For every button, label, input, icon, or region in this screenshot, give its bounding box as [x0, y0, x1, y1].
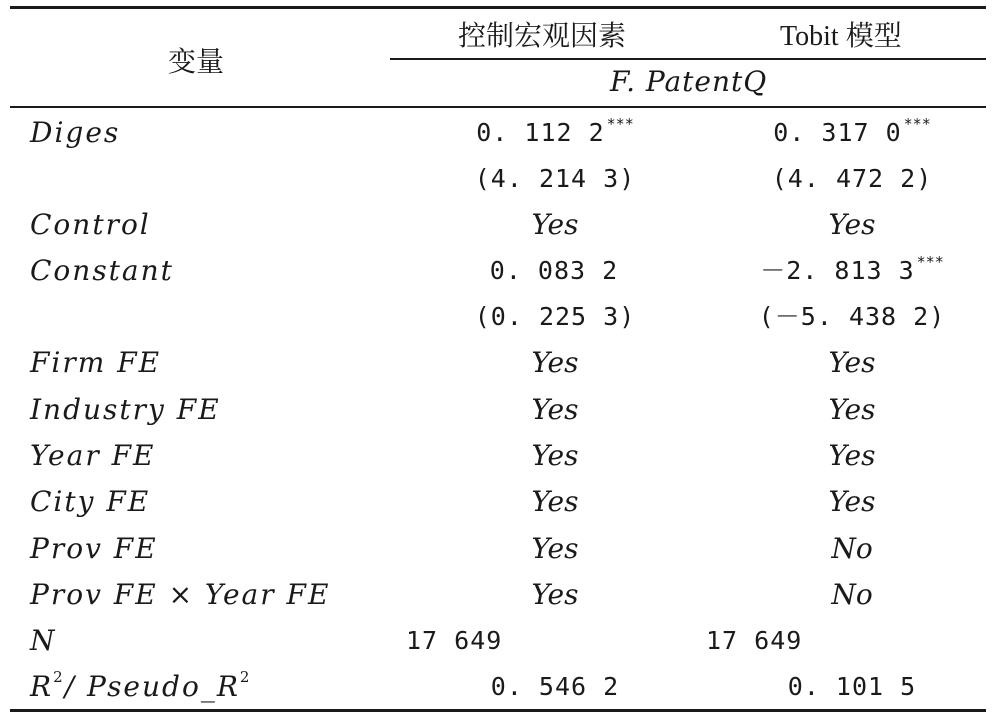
- top-rule: [10, 6, 986, 9]
- tstat-cell: (0. 225 3): [474, 302, 636, 331]
- significance-stars: ***: [916, 253, 944, 271]
- row-label: Constant: [30, 254, 174, 287]
- table-row: [0, 664, 992, 710]
- row-label: N: [30, 624, 57, 657]
- dependent-variable-header: F. PatentQ: [610, 65, 768, 98]
- significance-stars: ***: [903, 115, 931, 133]
- value-cell: Yes: [531, 485, 579, 518]
- observations-cell: 17 649: [706, 626, 803, 655]
- r-squared-cell: 0. 546 2: [490, 672, 620, 701]
- column-header-macro-controls: 控制宏观因素: [458, 19, 627, 52]
- coef-cell: 0. 112 2 ***: [476, 115, 634, 147]
- table-row: [0, 110, 992, 156]
- value-cell: Yes: [828, 393, 876, 426]
- row-label: Diges: [30, 116, 121, 149]
- row-label: Prov FE: [30, 532, 158, 565]
- table-row: [0, 248, 992, 294]
- significance-stars: ***: [606, 115, 634, 133]
- value-cell: Yes: [531, 578, 579, 611]
- value-cell: Yes: [531, 532, 579, 565]
- table-row: [0, 572, 992, 618]
- value-cell: Yes: [531, 393, 579, 426]
- value-cell: Yes: [531, 208, 579, 241]
- coef-cell: －2. 813 3 ***: [760, 253, 944, 285]
- row-label: Firm FE: [30, 346, 162, 379]
- r-squared-cell: 0. 101 5: [787, 672, 917, 701]
- tstat-cell: (－5. 438 2): [758, 302, 946, 331]
- table-row: [0, 526, 992, 572]
- value-cell: Yes: [828, 439, 876, 472]
- value-cell: Yes: [828, 485, 876, 518]
- column-header-tobit: Tobit 模型: [780, 21, 902, 52]
- table-row: [0, 156, 992, 202]
- table-row: [0, 618, 992, 664]
- row-label: $R^2/$ $Pseudo\_R^2$: [30, 668, 252, 703]
- value-cell: Yes: [531, 439, 579, 472]
- row-label: Prov FE × Year FE: [30, 578, 331, 611]
- table-row: [0, 202, 992, 248]
- row-label: City FE: [30, 485, 151, 518]
- value-cell: Yes: [828, 346, 876, 379]
- value-cell: No: [831, 578, 873, 611]
- table-row: [0, 479, 992, 525]
- variable-column-header: 变量: [168, 45, 225, 78]
- table-row: [0, 433, 992, 479]
- observations-cell: 17 649: [406, 626, 503, 655]
- row-label: Industry FE: [30, 393, 221, 426]
- table-row: [0, 387, 992, 433]
- table-row: [0, 294, 992, 340]
- table-row: [0, 340, 992, 386]
- row-label: Year FE: [30, 439, 156, 472]
- row-label: Control: [30, 208, 151, 241]
- tstat-cell: (4. 472 2): [771, 164, 933, 193]
- coef-cell: 0. 083 2: [489, 256, 619, 285]
- tstat-cell: (4. 214 3): [474, 164, 636, 193]
- value-cell: Yes: [828, 208, 876, 241]
- value-cell: No: [831, 532, 873, 565]
- value-cell: Yes: [531, 346, 579, 379]
- coef-cell: 0. 317 0 ***: [773, 115, 931, 147]
- header-bottom-rule: [10, 106, 986, 108]
- header-subrule: [390, 58, 986, 60]
